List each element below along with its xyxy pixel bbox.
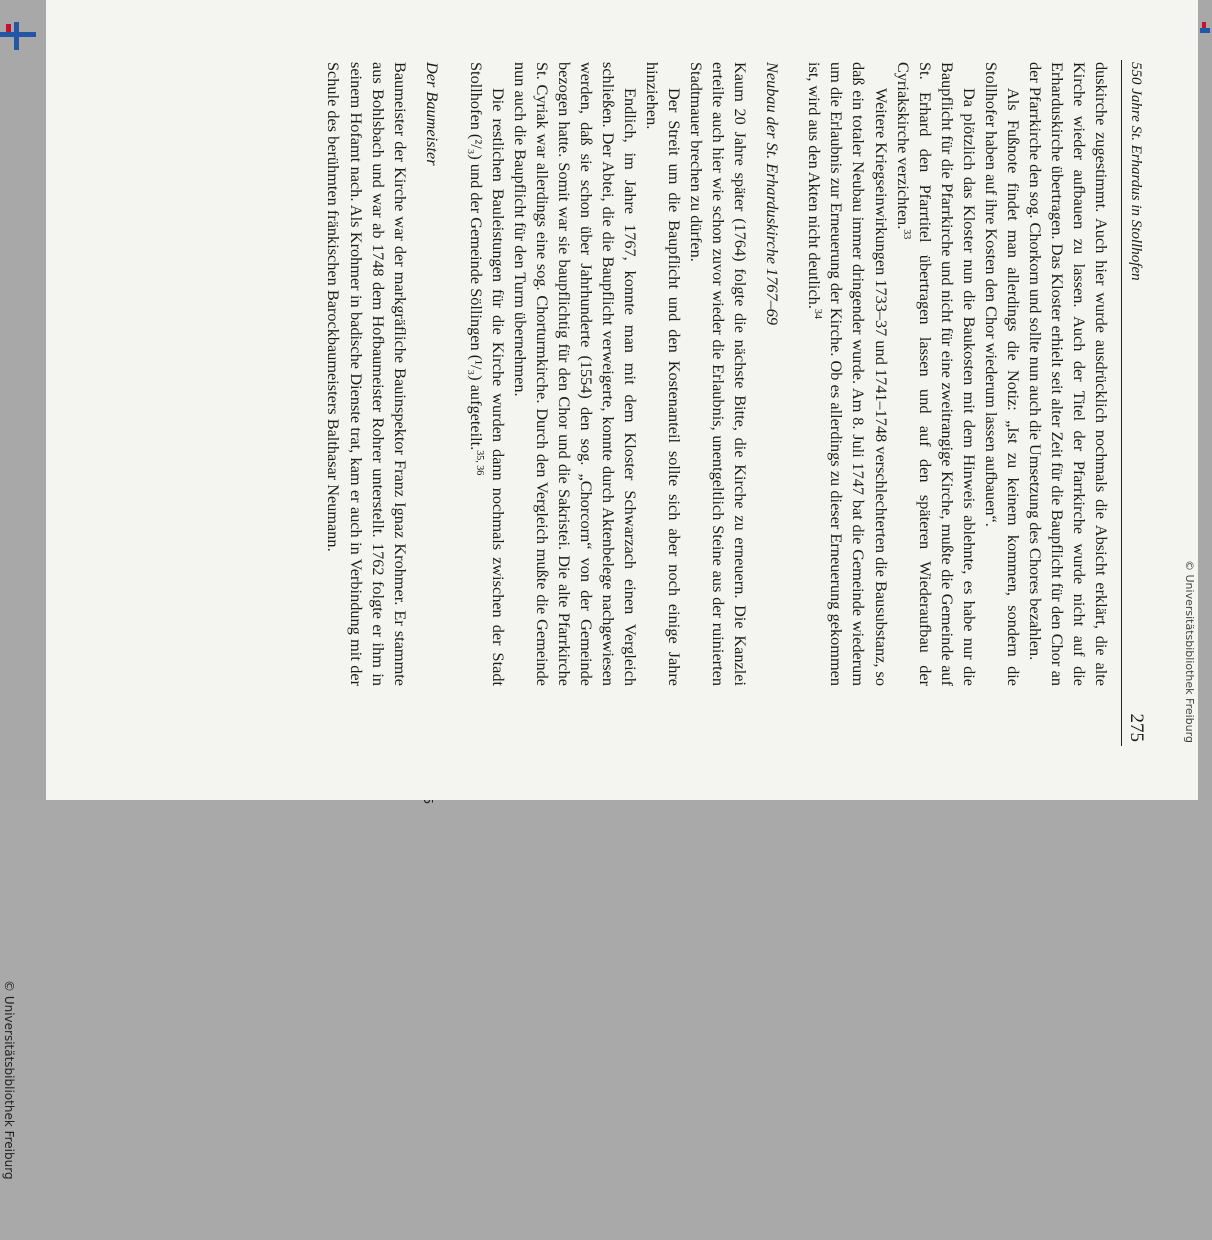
running-header (1121, 60, 1148, 746)
left-margin-strip (0, 0, 46, 1180)
paragraph (803, 62, 891, 686)
footnote-ref: 33 (900, 229, 912, 240)
scanned-page (46, 0, 1198, 800)
paragraph (892, 62, 980, 686)
page-content (46, 0, 1198, 800)
right-margin-strip (1198, 0, 1212, 800)
margin-credits (2, 420, 46, 1180)
footnote-ref: 34 (812, 308, 824, 319)
paragraph: Baumeister der Kirche war der markgräfliche Bauinspektor Franz Ignaz Krohmer. Er stammte aus Bohlsbach und war ab 1748 dem Hofbaumeister Rohrer unterstellt. 1762 folgte er ihm in seinem Hofamt nach. Als Krohmer in badische Dienste trat, kam er auch in Verbindung mit der Schule des berühmten fränkischen Barockbaumeisters Balthasar Neumann. (324, 62, 410, 686)
paragraph: duskirche zugestimmt. Auch hier wurde ausdrücklich nochmals die Absicht erklärt, die alte Kirche wieder aufbauen zu lassen. Auch der Titel der Pfarrkirche wurde nicht auf die Erharduskirche übertragen. Das Kloster erhielt seit alter Zeit für die Baupflicht für den Chor an der Pfarrkirche den sog. Chorkorn und sollte nun auch die Umsetzung des Chores bezahlen. (1025, 62, 1111, 686)
section-heading: Der Baumeister (422, 62, 442, 166)
paragraph-text: Die restlichen Bauleistungen für die Kirche wurden dann nochmals zwischen der Stadt Stollhofen (²/₃) und der Gemeinde Söllingen (¹/₃) aufgeteilt. (466, 62, 508, 686)
edge-copyright-notice: © Universitätsbibliothek Freiburg (1183, 560, 1196, 743)
body-text (322, 62, 1112, 686)
page-number: 275 (1126, 713, 1147, 742)
paragraph-text: Da plötzlich das Kloster nun die Baukosten mit dem Hinweis ablehnte, es habe nur die Baupflicht für die Pfarrkirche und nicht für eine zweitrangige Kirche, mußte die Gemeinde auf St. Erhard den Pfarrtitel übertragen lassen und auf den späteren Wiederaufbau der Cyriakskirche verzichten. (893, 62, 979, 686)
running-title: 550 Jahre St. Erhardus in Stollhofen (1128, 62, 1144, 281)
paragraph: Als Fußnote findet man allerdings die Notiz: „Ist zu keinem kommen, sondern die Stollhofer haben auf ihre Kosten den Chor wiederum lassen aufbauen“. (981, 62, 1023, 686)
copyright-notice: © Universitätsbibliothek Freiburg (2, 980, 16, 1180)
library-logo-icon (1200, 22, 1210, 42)
paragraph (465, 62, 509, 686)
section-heading: Neubau der St. Erharduskirche 1767–69 (763, 62, 783, 326)
paragraph-text: Weitere Kriegseinwirkungen 1733–37 und 1741–1748 verschlechterten die Bausubstanz, so daß ein totaler Neubau immer dringender wurde. Am 8. Juli 1747 bat die Gemeinde wiederum um die Erlaubnis zur Erneuerung der Kirche. Ob es allerdings zu dieser Erneuerung gekommen ist, wird aus den Akten nicht deutlich. (805, 62, 891, 686)
library-logo-icon (0, 22, 40, 52)
footnote-ref: 35, 36 (473, 450, 485, 476)
paragraph: Der Streit um die Baupflicht und den Kostenanteil sollte sich aber noch einige Jahre hinziehen. (643, 62, 685, 686)
paragraph: Kaum 20 Jahre später (1764) folgte die nächste Bitte, die Kirche zu erneuern. Die Kanzlei erteilte auch hier wie schon zuvor wieder die Erlaubnis, unentgeltlich Steine aus der ruinierten Stadtmauer brechen zu dürfen. (687, 62, 751, 686)
paragraph: Endlich, im Jahre 1767, konnte man mit dem Kloster Schwarzach einen Vergleich schließen. Der Abtei, die die Baupflicht verweigerte, konnte durch Aktenbelege nachgewiesen werden, daß sie schon über Jahrhunderte (1554) den sog. „Chorcorn“ von der Gemeinde bezogen hatte. Somit war sie baupflichtig für den Chor und die Sakristei. Die alte Pfarrkirche St. Cyriak war allerdings eine sog. Chorturmkirche. Durch den Vergleich mußte die Gemeinde nun auch die Baupflicht für den Turm übernehmen. (510, 62, 641, 686)
